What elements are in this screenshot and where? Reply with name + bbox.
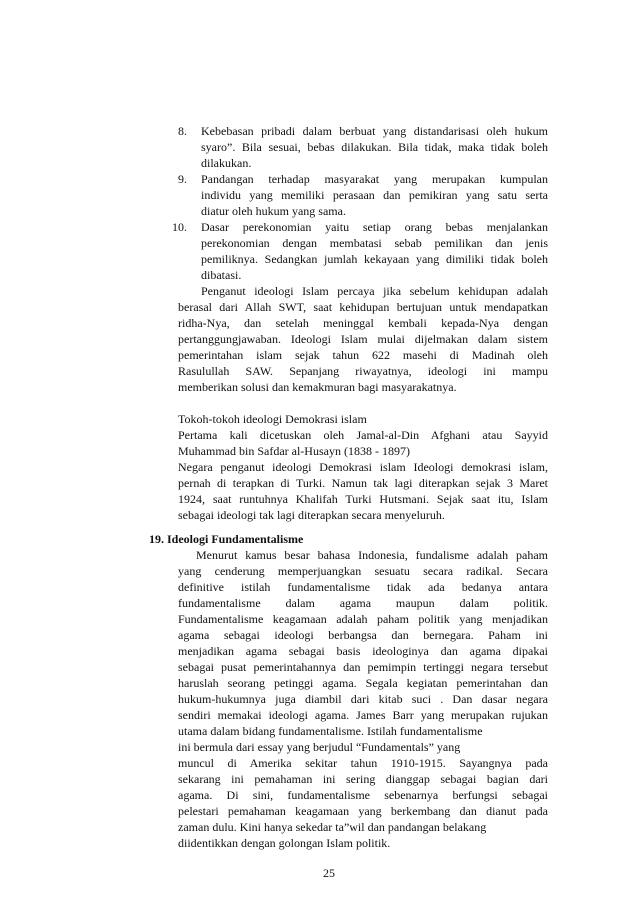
fundamentalisme-line-13: ini bermula dari essay yang berjudul “Fundamentals” yang: [178, 740, 461, 754]
list-item-9-line-3: diatur oleh hukum yang sama.: [201, 204, 346, 218]
fundamentalisme-line-16: agama. Di sini, fundamentalisme sebenarnya berfungsi sebagai: [178, 788, 548, 802]
islam-paragraph-line-3: ridha-Nya, dan setelah meninggal kembali kepada-Nya dengan: [178, 316, 548, 330]
tokoh-line-1: Pertama kali dicetuskan oleh Jamal-al-Din Afghani atau Sayyid: [178, 428, 548, 442]
list-item-8-line-2: syaro”. Bila sesuai, bebas dilakukan. Bila tidak, maka tidak boleh: [201, 140, 548, 154]
fundamentalisme-line-6: agama sebagai ideologi berbangsa dan bernegara. Paham ini: [178, 628, 548, 642]
list-item-10-line-4: dibatasi.: [201, 268, 242, 282]
fundamentalisme-line-3: definitive istilah fundamentalisme tidak ada bedanya antara: [178, 580, 548, 594]
tokoh-line-2: Muhammad bin Safdar al-Husayn (1838 - 1897): [178, 444, 410, 458]
fundamentalisme-line-12: utama dalam bidang fundamentalisme. Istilah fundamentalisme: [178, 724, 483, 738]
list-item-10-line-1: Dasar perekonomian yaitu setiap orang bebas menjalankan: [201, 220, 548, 234]
islam-paragraph-line-1: Penganut ideologi Islam percaya jika sebelum kehidupan adalah: [201, 284, 548, 298]
fundamentalisme-line-18: zaman dulu. Kini hanya sekedar ta”wil dan pandangan belakang: [178, 820, 487, 834]
list-item-8-line-3: dilakukan.: [201, 156, 252, 170]
fundamentalisme-line-1: Menurut kamus besar bahasa Indonesia, fundalisme adalah paham: [196, 548, 548, 562]
fundamentalisme-line-4: fundamentalisme dalam agama maupun dalam politik.: [178, 596, 548, 610]
fundamentalisme-line-15: sekarang ini pemahaman ini sering dianggap sebagai bagian dari: [178, 772, 548, 786]
fundamentalisme-line-7: menjadikan agama sebagai basis ideologinya dan agama dipakai: [178, 644, 548, 658]
islam-paragraph-line-6: Rasulullah SAW. Sepanjang riwayatnya, ideologi ini mampu: [178, 364, 548, 378]
list-number-10: 10.: [172, 220, 187, 234]
tokoh-line-4: pernah di terapkan di Turki. Namun tak lagi diterapkan sejak 3 Maret: [178, 476, 548, 490]
fundamentalisme-line-19: diidentikkan dengan golongan Islam politik.: [178, 836, 391, 850]
fundamentalisme-line-5: Fundamentalisme keagamaan adalah paham politik yang menjadikan: [178, 612, 548, 626]
islam-paragraph-line-5: pemerintahan islam sejak tahun 622 masehi di Madinah oleh: [178, 348, 548, 362]
list-item-9-line-2: individu yang memiliki perasaan dan pemikiran yang satu serta: [201, 188, 548, 202]
fundamentalisme-line-9: haruslah seorang petinggi agama. Segala kegiatan pemerintahan dan: [178, 676, 548, 690]
islam-paragraph-line-4: pertanggungjawaban. Ideologi Islam mulai dijelmakan dalam sistem: [178, 332, 548, 346]
tokoh-line-6: sebagai ideologi tak lagi diterapkan secara menyeluruh.: [178, 508, 445, 522]
tokoh-title: Tokoh-tokoh ideologi Demokrasi islam: [178, 412, 367, 426]
list-item-10-line-3: pemiliknya. Sedangkan jumlah kekayaan yang dimiliki tidak boleh: [201, 252, 548, 266]
islam-paragraph-line-2: berasal dari Allah SWT, saat kehidupan bertujuan untuk mendapatkan: [178, 300, 548, 314]
fundamentalisme-line-17: pelestari pemahaman keagamaan yang berkembang dan dianut pada: [178, 804, 548, 818]
tokoh-line-3: Negara penganut ideologi Demokrasi islam Ideologi demokrasi islam,: [178, 460, 548, 474]
section-heading: 19. Ideologi Fundamentalisme: [149, 532, 304, 546]
list-number-8: 8.: [178, 124, 187, 138]
fundamentalisme-line-8: sebagai pusat pemerintahannya dan pemimpin tertinggi negara tersebut: [178, 660, 548, 674]
fundamentalisme-line-10: hukum-hukumnya juga diambil dari kitab suci . Dan dasar negara: [178, 692, 548, 706]
tokoh-line-5: 1924, saat runtuhnya Khalifah Turki Hutsmani. Sejak saat itu, Islam: [178, 492, 548, 506]
list-item-8-line-1: Kebebasan pribadi dalam berbuat yang distandarisasi oleh hukum: [201, 124, 548, 138]
fundamentalisme-line-2: yang cenderung memperjuangkan sesuatu secara radikal. Secara: [178, 564, 548, 578]
page-number: 25: [323, 866, 335, 880]
list-item-9-line-1: Pandangan terhadap masyarakat yang merupakan kumpulan: [201, 172, 548, 186]
fundamentalisme-line-14: muncul di Amerika sekitar tahun 1910-1915. Sayangnya pada: [178, 756, 548, 770]
list-item-10-line-2: perekonomian dengan membatasi sebab pemilikan dan jenis: [201, 236, 548, 250]
list-number-9: 9.: [178, 172, 187, 186]
islam-paragraph-line-7: memberikan solusi dan kemakmuran bagi masyarakatnya.: [178, 380, 457, 394]
fundamentalisme-line-11: sendiri memakai ideologi agama. James Barr yang merupakan rujukan: [178, 708, 548, 722]
